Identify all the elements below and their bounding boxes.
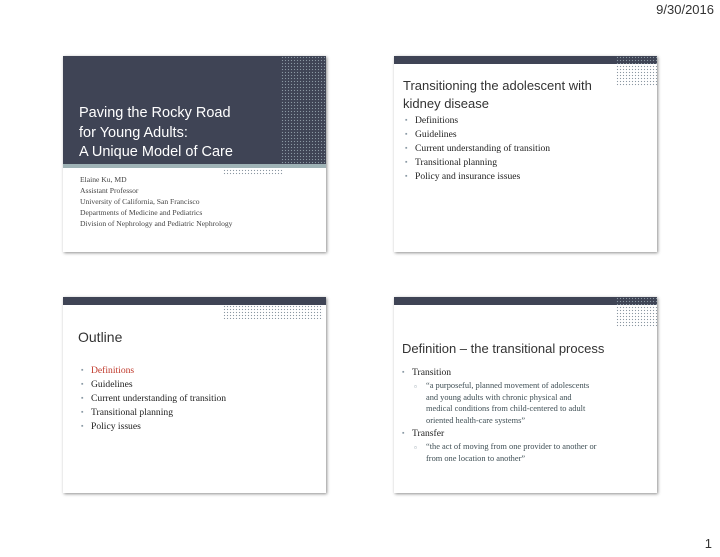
quote-line: ▫ “the act of moving from one provider to another or [426, 441, 597, 451]
slide-definition [394, 297, 657, 493]
author-line: Elaine Ku, MD [80, 175, 127, 184]
list-item: ▪ Transitional planning [405, 156, 550, 170]
title-line: A Unique Model of Care [79, 144, 233, 161]
title-line: for Young Adults: [79, 124, 188, 141]
quote-line: oriented health-care systems” [426, 416, 526, 426]
top-stripe [63, 297, 326, 305]
bullet-list [81, 364, 226, 434]
slide-title [63, 56, 326, 252]
list-item: ▪ Current understanding of transition [405, 142, 550, 156]
dot-pattern [223, 305, 323, 319]
list-item: ▪ Transfer [402, 427, 652, 441]
definition-quote [402, 380, 652, 427]
list-item-current: ▪ Definitions [81, 364, 226, 378]
author-info [80, 174, 232, 229]
list-item: ▪ Guidelines [405, 128, 550, 142]
slide-heading: Definition – the transitional process [402, 341, 605, 356]
presentation-title [79, 104, 233, 163]
list-item: ▪ Current understanding of transition [81, 392, 226, 406]
dot-pattern [281, 56, 326, 164]
author-line: Assistant Professor [80, 186, 139, 195]
author-line: University of California, San Francisco [80, 197, 200, 206]
slide-overview [394, 56, 657, 252]
slide-heading: Outline [78, 329, 123, 345]
quote-line: ▫ “a purposeful, planned movement of adolescents [426, 380, 590, 390]
slide-outline [63, 297, 326, 493]
heading-line: Transitioning the adolescent with [403, 78, 592, 93]
accent-stripe [63, 164, 326, 168]
bullet-list [405, 114, 550, 184]
list-item: ▪ Transitional planning [81, 406, 226, 420]
bullet-list [402, 366, 652, 464]
quote-line: from one location to another” [426, 453, 526, 463]
list-item: ▪ Policy issues [81, 420, 226, 434]
list-item: ▪ Transition [402, 366, 652, 380]
list-item: ▪ Definitions [405, 114, 550, 128]
list-item: ▪ Policy and insurance issues [405, 170, 550, 184]
quote-line: medical conditions from child-centered to adult [426, 404, 586, 414]
dot-pattern [616, 297, 657, 327]
title-line: Paving the Rocky Road [79, 105, 231, 121]
page-number: 1 [704, 536, 712, 551]
dot-pattern [616, 56, 657, 86]
author-line: Departments of Medicine and Pediatrics [80, 208, 203, 217]
author-line: Division of Nephrology and Pediatric Nephrology [80, 219, 233, 228]
page-date: 9/30/2016 [656, 2, 714, 17]
definition-quote [402, 441, 652, 465]
heading-line: kidney disease [403, 95, 489, 111]
list-item: ▪ Guidelines [81, 378, 226, 392]
quote-line: and young adults with chronic physical and [426, 392, 572, 402]
slide-heading [403, 77, 592, 112]
